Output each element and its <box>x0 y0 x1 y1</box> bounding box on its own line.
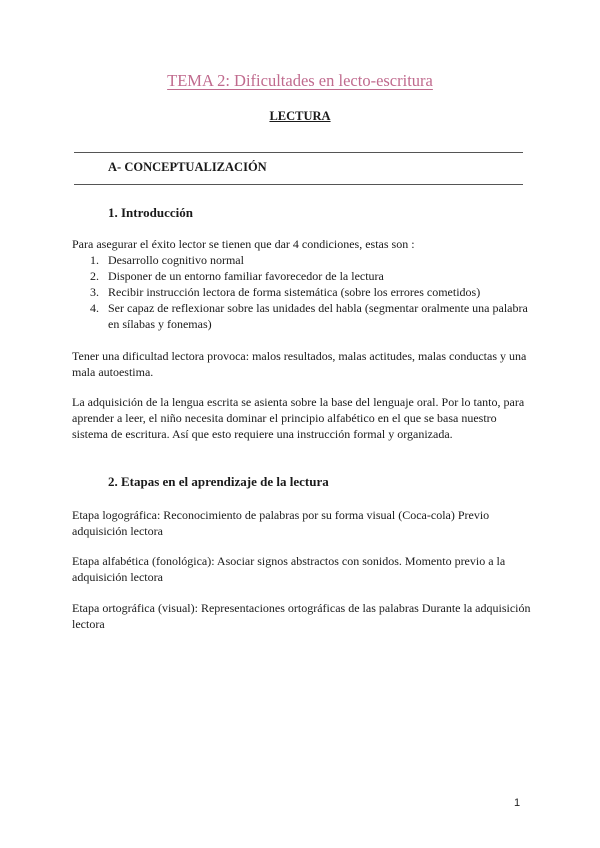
page-number: 1 <box>514 797 521 809</box>
conceptualization-heading: A- CONCEPTUALIZACIÓN <box>108 160 267 174</box>
introduction-heading: 1. Introducción <box>108 205 193 220</box>
bottom-divider <box>74 184 523 185</box>
list-item: 2. Disponer de un entorno familiar favorecedor de la lectura <box>90 269 384 283</box>
list-item: 3. Recibir instrucción lectora de forma sistemática (sobre los errores cometidos) <box>90 285 481 299</box>
section-subtitle: LECTURA <box>269 109 331 123</box>
list-item: 1. Desarrollo cognitivo normal <box>90 253 244 267</box>
difficulty-paragraph: Tener una dificultad lectora provoca: malos resultados, malas actitudes, malas conductas y una mala autoestima. <box>72 349 527 379</box>
top-divider <box>74 152 523 153</box>
alphabetic-stage-paragraph: Etapa alfabética (fonológica): Asociar signos abstractos con sonidos. Momento previo a la adquisición lectora <box>72 554 506 584</box>
conditions-list <box>72 252 532 332</box>
acquisition-paragraph: La adquisición de la lengua escrita se asienta sobre la base del lenguaje oral. Por lo tanto, para aprender a leer, el niño necesita dominar el principio alfabético en el que se basa nuestro sistema de escritura. Así que esto requiere una instrucción formal y organizada. <box>72 395 525 441</box>
orthographic-stage-paragraph: Etapa ortográfica (visual): Representaciones ortográficas de las palabras Durante la adquisición lectora <box>72 601 531 631</box>
logographic-stage-paragraph: Etapa logográfica: Reconocimiento de palabras por su forma visual (Coca-cola) Previo adquisición lectora <box>72 508 490 538</box>
stages-heading: 2. Etapas en el aprendizaje de la lectura <box>108 474 329 489</box>
intro-lead-paragraph: Para asegurar el éxito lector se tienen que dar 4 condiciones, estas son : <box>72 237 415 251</box>
document-title: TEMA 2: Dificultades en lecto-escritura <box>167 71 433 90</box>
list-item: 4. Ser capaz de reflexionar sobre las unidades del habla (segmentar oralmente una palabra en sílabas y fonemas) <box>90 301 528 331</box>
